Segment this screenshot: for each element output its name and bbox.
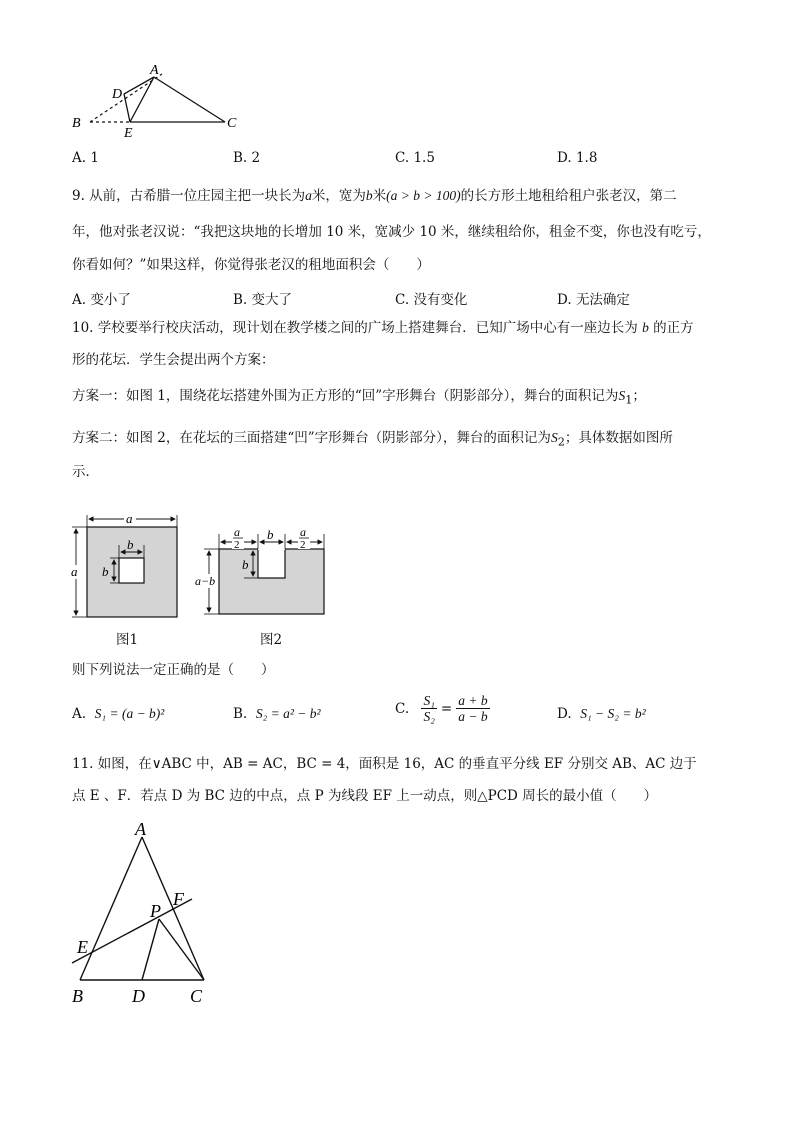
q10-question: 则下列说法一定正确的是（ ） xyxy=(72,662,275,678)
fig1-b-top: b xyxy=(127,537,134,552)
q11-label-C: C xyxy=(190,986,203,1006)
q9-option-b[interactable]: B. 变大了 xyxy=(233,292,293,308)
fig2-caption: 图2 xyxy=(260,632,283,648)
fig1-caption: 图1 xyxy=(116,632,139,648)
fig2-half-a-right-num: a xyxy=(300,525,306,539)
q9-line-3: 你看如何？”如果这样，你觉得张老汉的租地面积会（ ） xyxy=(72,257,430,273)
q11-triangle-figure xyxy=(62,815,232,1015)
fig2-half-a-left-num: a xyxy=(234,525,240,539)
q11-label-P: P xyxy=(150,901,161,921)
label-B: B xyxy=(72,116,81,131)
q10-line-end: 示． xyxy=(72,464,99,480)
q10-option-d[interactable]: D. S₁ − S₂ = b² xyxy=(557,706,646,722)
fig2-half-a-right-den: 2 xyxy=(300,539,306,551)
q9-option-a[interactable]: A. 变小了 xyxy=(72,292,131,308)
label-A: A xyxy=(150,63,159,78)
q8-triangle-figure xyxy=(60,60,260,140)
fig1-a-left: a xyxy=(71,564,78,579)
fig1-b-left: b xyxy=(102,564,109,579)
q10-option-a[interactable]: A. S₁ = (a − b)² xyxy=(72,706,165,722)
q8-option-a[interactable]: A. 1 xyxy=(72,150,99,166)
q10-line-2: 形的花坛．学生会提出两个方案： xyxy=(72,352,275,368)
q8-option-b[interactable]: B. 2 xyxy=(233,150,261,166)
q8-option-c[interactable]: C. 1.5 xyxy=(395,150,435,166)
q8-option-d[interactable]: D. 1.8 xyxy=(557,150,598,166)
fig1-a-top: a xyxy=(126,511,133,526)
q10-figure-2 xyxy=(192,522,342,632)
label-E: E xyxy=(124,126,133,141)
q11-label-D: D xyxy=(132,986,145,1006)
q9-line-2: 年，他对张老汉说：“我把这块地的长增加 10 米，宽减少 10 米，继续租给你，租金不变，你也没有吃亏， xyxy=(72,224,711,240)
fig2-half-a-left-den: 2 xyxy=(234,539,240,551)
fig2-b-left: b xyxy=(242,557,249,572)
q10-figure-1 xyxy=(62,505,192,645)
label-C: C xyxy=(227,116,237,131)
q11-label-E: E xyxy=(77,937,88,957)
label-D: D xyxy=(112,87,123,102)
fig2-b-top: b xyxy=(267,527,274,542)
fig2-a-minus-b: a−b xyxy=(195,574,216,588)
q11-line-2: 点 E 、F．若点 D 为 BC 边的中点，点 P 为线段 EF 上一动点，则△PCD 周长的最小值（ ） xyxy=(72,788,658,804)
q10-line-1: 10. 学校要举行校庆活动，现计划在教学楼之间的广场上搭建舞台．已知广场中心有一座边长为 b 的正方 xyxy=(72,320,694,336)
q10-option-c[interactable]: C. $\frac{\text{S₁}}{\text{S₂}}$ = $\frac{a + b}{a - b}$ xyxy=(395,693,488,724)
q9-option-c[interactable]: C. 没有变化 xyxy=(395,292,468,308)
q11-label-F: F xyxy=(173,889,184,909)
q11-label-A: A xyxy=(135,819,146,839)
q9-option-d[interactable]: D. 无法确定 xyxy=(557,292,630,308)
q10-plan-1: 方案一：如图 1，围绕花坛搭建外围为正方形的“回”字形舞台（阴影部分），舞台的面积记为$S_1$； xyxy=(72,388,646,407)
q11-line-1: 11. 如图，在∨ABC 中，AB = AC，BC = 4，面积是 16，AC 的垂直平分线 EF 分别交 AB、AC 边于 xyxy=(72,756,697,772)
q9-line-1: 9. 从前，古希腊一位庄园主把一块长为a米，宽为b米(a > b > 100)的长方形土地租给租户张老汉，第二 xyxy=(72,188,677,204)
q10-plan-2: 方案二：如图 2，在花坛的三面搭建“凹”字形舞台（阴影部分），舞台的面积记为$S_2$；具体数据如图所 xyxy=(72,430,673,449)
q10-option-b[interactable]: B. S₂ = a² − b² xyxy=(233,706,321,722)
q11-label-B: B xyxy=(72,986,83,1006)
